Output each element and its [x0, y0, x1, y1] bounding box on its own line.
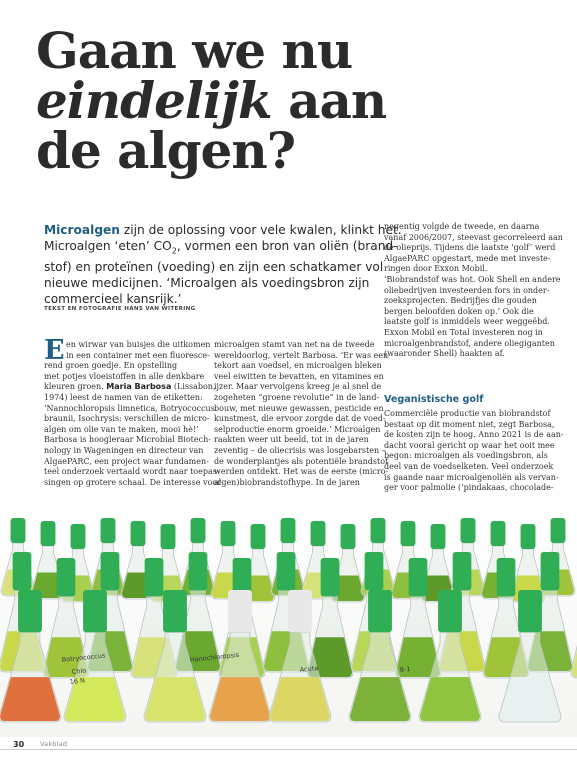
- article-headline: [36, 21, 556, 180]
- body-column-1: en wirwar van buisjes die uitkomen in een container met een fluoresce- rend groen goedje. En opstelling met potjes vloeistoffen in alle denkbare kleuren groen. Maria Barbosa (Lissabon, 1974) leest de namen van de etiketten: ‘Nannochloropsis limnetica, Botryococcus braunii, Isochrysis: verschillen de micro- algen om olie van te maken, mooi hè!’ Barbosa is hoogleraar Microbial Biotech- nology in Wageningen en directeur van AlgaePARC, een project waar fundamen- teel onderzoek vertaald wordt naar toepas- singen op grotere schaal. De interesse voor: [44, 340, 221, 487]
- page-number: 30: [13, 740, 25, 749]
- intro-paragraph: Microalgen zijn de oplossing voor vele kwalen, klinkt het. Microalgen ‘eten’ $CO_2$, vormen een bron van oliën (brand- stof) en proteïnen (voeding) en zijn een schatkamer vol nieuwe medicijnen. ‘Microalgen als voedingsbron zijn commercieel kansrijk.’: [44, 223, 402, 307]
- magazine-logo: Vakblad: [40, 740, 68, 748]
- drop-cap: E: [44, 335, 65, 366]
- headline-line-2: [36, 71, 556, 130]
- headline-line-2-rest: aan: [271, 71, 387, 130]
- person-name: Maria Barbosa: [106, 382, 172, 392]
- headline-line-1: Gaan we nu: [36, 21, 353, 80]
- headline-line-3: de algen?: [36, 121, 295, 180]
- body-column-3-top: negentig volgde de tweede, en daarna vanaf 2006/2007, steevast gecorreleerd aan de olieprijs. Tijdens die laatste ‘golf’ werd AlgaePARC opgestart, mede met investe- ringen door Exxon Mobil. ‘Biobrandstof was hot. Ook Shell en andere oliebedrijven investeerden fors in onder- zoeksprojecten. Bedrijfjes die gouden bergen beloofden doken op.’ Ook die laatste golf is inmiddels weer weggeëbd. Exxon Mobil en Total investeren nog in microalgenbrandstof, andere oliegiganten (waaronder Shell) haakten af.: [384, 222, 563, 359]
- flask-label: Hanochloropsis: [189, 650, 240, 664]
- byline: TEKST EN FOTOGRAFIE HANS VAN WITERING: [44, 306, 196, 312]
- flask-label: Acuta: [299, 664, 319, 674]
- headline-italic-word: eindelijk: [36, 71, 272, 130]
- intro-lead-word: Microalgen: [44, 223, 120, 237]
- flask-label: 16 N: [69, 676, 86, 686]
- algae-flasks-photo: [0, 512, 577, 737]
- footer-rule: [0, 749, 577, 750]
- section-subhead: Veganistische golf: [384, 394, 484, 405]
- flask-label: Chlo: [71, 666, 87, 676]
- body-column-2: microalgen stamt van net na de tweede wereldoorlog, vertelt Barbosa. ‘Er was een tekort aan voedsel, en microalgen bleken veel eiwitten te bevatten, en vitamines en ijzer. Maar vervolgens kreeg je al snel de zogeheten “groene revolutie” in de land- bouw, met nieuwe gewassen, pesticide en kunstmest, die ervoor zorgde dat de voed- selproductie enorm groeide.’ Microalgen raakten weer uit beeld, tot in de jaren zeventig – de oliecrisis was losgebarsten – de wonderplantjes als potentiële brandstof werden ontdekt. Het was de eerste (micro- algen)biobrandstofhype. In de jaren: [214, 340, 389, 487]
- flask-label: Botryococcus: [61, 651, 106, 664]
- flask-label: 8-1: [399, 664, 411, 674]
- body-column-3-bottom: Commerciële productie van biobrandstof bestaat op dit moment niet, zegt Barbosa, de kosten zijn te hoog. Anno 2021 is de aan- dacht vooral gericht op waar het ooit mee begon: microalgen als voedingsbron, als deel van de voedselketen. Veel onderzoek is gaande naar microalgenoliën als vervan- ger voor palmolie (‘pindakaas, chocolade-: [384, 409, 564, 493]
